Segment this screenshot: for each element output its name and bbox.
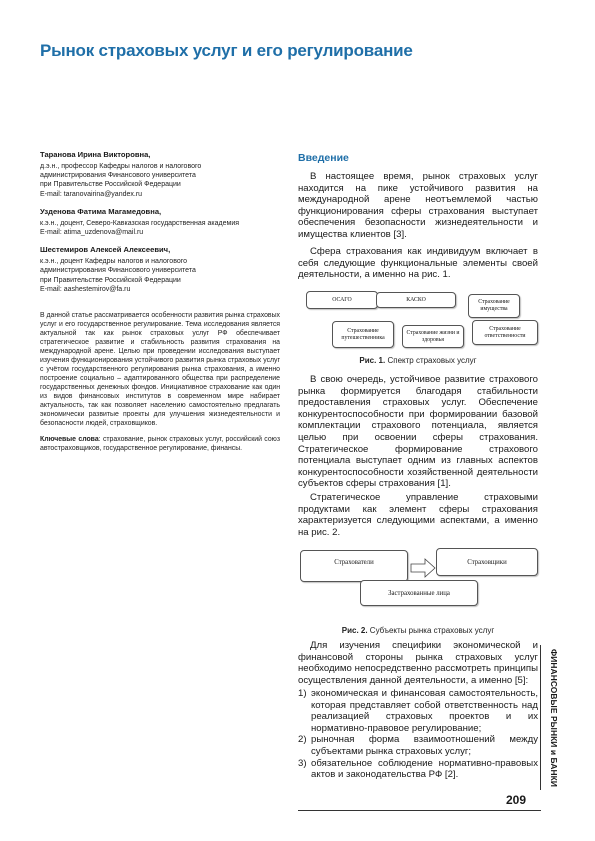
article-title: Рынок страховых услуг и его регулирование xyxy=(40,41,413,60)
diagram-box: Страховщики xyxy=(436,548,538,576)
keywords-label: Ключевые слова xyxy=(40,436,99,443)
paragraph: В настоящее время, рынок страховых услуг находится на пике устойчивого развития на международной арене неотъемлемой частью функционирования сферы страхования выступает обеспечения безопасности жизнедеятельности и имущества клиентов [3]. xyxy=(298,171,538,240)
list-item xyxy=(298,688,538,734)
caption-text: Спектр страховых услуг xyxy=(385,356,477,365)
author-2 xyxy=(40,207,280,237)
author-affiliation: к.э.н., доцент, Северо-Кавказская государственная академия xyxy=(40,219,240,227)
side-label: ФИНАНСОВЫЕ РЫНКИ и БАНКИ xyxy=(549,648,560,787)
diagram-box: ОСАГО xyxy=(306,291,378,309)
paragraph: В свою очередь, устойчивое развитие страхового рынка формируется благодаря стабильности предоставления страховых услуг. Обеспечение конкурентоспособности при формировании базовой комплектации страхового потенциала, является целью при освоении сферы страхования. Стратегическое формирование страхового потенциала выступает одним из главных аспектов конкурентоспособности хозяйственной деятельности субъектов сферы страхования [1]. xyxy=(298,374,538,490)
arrow-right-icon xyxy=(410,558,436,578)
author-name: Таранова Ирина Викторовна, xyxy=(40,150,151,159)
abstract-block xyxy=(40,311,280,453)
author-email[interactable]: E-mail: atima_uzdenova@mail.ru xyxy=(40,229,144,237)
author-email[interactable]: E-mail: taranovairina@yandex.ru xyxy=(40,190,143,198)
list-item xyxy=(298,734,538,757)
keywords xyxy=(40,435,280,453)
diagram-box: Страхование ответственности xyxy=(472,320,538,345)
caption-text: Субъекты рынка страховых услуг xyxy=(367,626,495,635)
authors-block xyxy=(40,150,280,302)
abstract-text: В данной статье рассматривается особенности развития рынка страховых услуг и его государственное регулирование. Тема исследования является актуальной так как рынок страховых услуг РФ обеспечивает стратегическое развитие и стабильность развития страхования на международной арене. Целью при проведении исследования выступает изучения функционирования устойчивого развития рынка страховых услуг с учётом государственного регулирования рынка страхования, а именно построение социально – адаптированного общества при распределение государственных денежных фондов. Инициативное страхование как один из видов финансовых институтов в современном мире набирает актуальность, так как позволяет населению самостоятельно предлагать экономически развитые проекты для улучшения жизнедеятельности и безопасности людей, страховщиков. xyxy=(40,312,280,427)
list-number: 2) xyxy=(298,734,307,746)
paragraph: Для изучения специфики экономической и финансовой стороны рынка страховых услуг необходимо непосредственно рассмотреть принципы осуществления данной деятельности, а именно [5]: xyxy=(298,640,538,686)
list-text: обязательное соблюдение нормативно-правовых актов и законодательства РФ [2]. xyxy=(311,757,538,781)
author-affiliation: д.э.н., профессор Кафедры налогов и налогового xyxy=(40,163,202,170)
list-text: рыночная форма взаимоотношений между субъектами рынка страховых услуг; xyxy=(311,734,538,757)
diagram-box: Страхование путешественника xyxy=(332,321,394,348)
caption-label: Рис. 2. xyxy=(341,626,368,635)
author-3 xyxy=(40,245,280,294)
side-divider xyxy=(540,645,541,790)
author-affiliation: администрирования Финансового университета xyxy=(40,172,196,180)
page-number: 209 xyxy=(506,793,527,807)
figure-2-caption xyxy=(298,626,538,635)
figure-1-diagram xyxy=(298,288,538,350)
diagram-box: КАСКО xyxy=(376,292,456,308)
diagram-box: Страхование жизни и здоровья xyxy=(402,325,464,348)
figure-2-diagram xyxy=(298,548,538,620)
figure-1-caption xyxy=(298,356,538,365)
section-side-tab xyxy=(543,645,565,790)
diagram-box: Страхователи xyxy=(300,550,408,582)
list-number: 3) xyxy=(298,757,307,769)
principles-list xyxy=(298,688,538,781)
author-affiliation: при Правительстве Российской Федерации xyxy=(40,181,181,189)
list-text: экономическая и финансовая самостоятельность, которая представляет собой ответственность над реализацией страховых проектов и их нормативно-правовое регулирование; xyxy=(311,688,538,734)
author-affiliation: при Правительстве Российской Федерации xyxy=(40,276,181,284)
keywords-text: : страхование, рынок страховых услуг, российский союз автостраховщиков, государственное регулирование, финансы. xyxy=(40,436,280,452)
footer-divider xyxy=(298,810,541,811)
diagram-box: Страхование имущества xyxy=(468,294,520,318)
list-item xyxy=(298,758,538,781)
section-heading: Введение xyxy=(298,152,349,164)
author-affiliation: к.э.н., доцент Кафедры налогов и налогового xyxy=(40,258,188,266)
author-name: Узденова Фатима Магамедовна, xyxy=(40,206,162,216)
author-email[interactable]: E-mail: aashestemirov@fa.ru xyxy=(40,285,131,293)
author-1 xyxy=(40,150,280,199)
list-number: 1) xyxy=(298,688,307,699)
paragraph: Сфера страхования как индивидуум включает в себя следующие функциональные элементы своей деятельности, а именно на рис. 1. xyxy=(298,246,538,281)
paragraph: Стратегическое управление страховыми продуктами как элемент сферы страхования характеризуется следующими аспектами, а именно на рис. 2. xyxy=(298,492,538,538)
caption-label: Рис. 1. xyxy=(359,356,386,365)
author-affiliation: администрирования Финансового университета xyxy=(40,267,196,275)
author-name: Шестемиров Алексей Алексеевич, xyxy=(40,245,171,255)
diagram-box: Застрахованные лица xyxy=(360,580,478,606)
